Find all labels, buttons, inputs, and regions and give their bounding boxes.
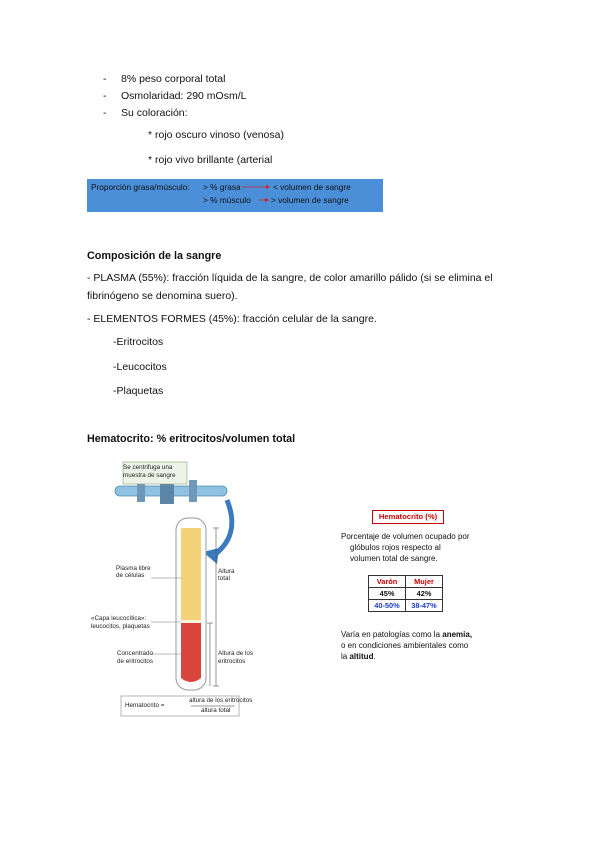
plasma-line-1: - PLASMA (55%): fracción líquida de la sangre, de color amarillo pálido (si se elimina el (87, 272, 493, 284)
proportion-label: Proporción grasa/músculo: (91, 182, 190, 192)
item-leukocytes: -Leucocitos (113, 361, 167, 373)
proportion-fat: > % grasa (203, 182, 241, 192)
plasma-label-1: Plasma libre (116, 565, 151, 572)
centrifuge-label-1: Se centrifuga una (123, 464, 173, 471)
definition-line-1: Porcentaje de volumen ocupado por (341, 532, 470, 541)
bullet-dash: - (103, 90, 107, 102)
item-platelets: -Plaquetas (113, 385, 164, 397)
hematocrit-values-table (368, 575, 443, 612)
color-venous: * rojo oscuro vinoso (venosa) (148, 129, 284, 141)
hematocrit-heading: Hematocrito: % eritrocitos/volumen total (87, 433, 296, 445)
table-cell-female-mean: 42% (406, 588, 443, 600)
composition-heading: Composición de la sangre (87, 250, 222, 262)
proportion-box (87, 179, 383, 212)
formula-label: Hematocrito = (125, 702, 165, 709)
proportion-fat-volume: < volumen de sangre (273, 182, 351, 192)
bullet-dash: - (103, 107, 107, 119)
erythrocyte-concentrate-label-1: Concentrado (117, 650, 154, 657)
table-cell-female-range: 38-47% (406, 600, 443, 612)
table-header-male: Varón (369, 576, 406, 588)
total-height-label-2: total (218, 575, 230, 582)
centrifuge-label-2: muestra de sangre (123, 472, 176, 479)
formula-numerator: altura de los eritrocitos (189, 697, 253, 704)
proportion-muscle-volume: > volumen de sangre (271, 195, 349, 205)
buffy-coat-label-2: leucocitos, plaquetas (91, 623, 150, 630)
bullet-weight: 8% peso corporal total (121, 73, 226, 85)
bullet-dash: - (103, 73, 107, 85)
note-line-2: o en condiciones ambientales como (341, 641, 469, 650)
table-cell-male-mean: 45% (369, 588, 406, 600)
erythrocyte-concentrate-label-2: de eritrocitos (117, 658, 154, 665)
erythrocyte-height-label-2: eritrocitos (218, 658, 246, 665)
note-line-3: la altitud. (341, 652, 376, 661)
plasma-label-2: de células (116, 572, 145, 579)
plasma-line-2: fibrinógeno se denomina suero). (87, 290, 238, 302)
formula-denominator: altura total (201, 707, 231, 714)
table-header-female: Mujer (406, 576, 443, 588)
definition-line-3: volumen total de sangre. (350, 554, 438, 563)
hematocrit-panel-title: Hematocrito (%) (372, 510, 444, 524)
color-arterial: * rojo vivo brillante (arterial (148, 154, 273, 166)
bullet-osmolarity: Osmolaridad: 290 mOsm/L (121, 90, 247, 102)
erythrocyte-height-label-1: Altura de los (218, 650, 254, 657)
note-line-1: Varía en patologías como la anemia, (341, 630, 473, 639)
bullet-coloration: Su coloración: (121, 107, 188, 119)
total-height-label-1: Altura (218, 568, 235, 575)
buffy-coat-label-1: «Capa leucocítica»: (91, 615, 147, 622)
item-erythrocytes: -Eritrocitos (113, 336, 164, 348)
hematocrit-tube-figure (95, 460, 265, 730)
red-arrow-icon (242, 184, 270, 190)
proportion-muscle: > % músculo (203, 195, 251, 205)
definition-line-2: glóbulos rojos respecto al (350, 543, 441, 552)
table-cell-male-range: 40-50% (369, 600, 406, 612)
red-arrow-icon (259, 197, 269, 203)
formed-elements-line: - ELEMENTOS FORMES (45%): fracción celular de la sangre. (87, 313, 377, 325)
